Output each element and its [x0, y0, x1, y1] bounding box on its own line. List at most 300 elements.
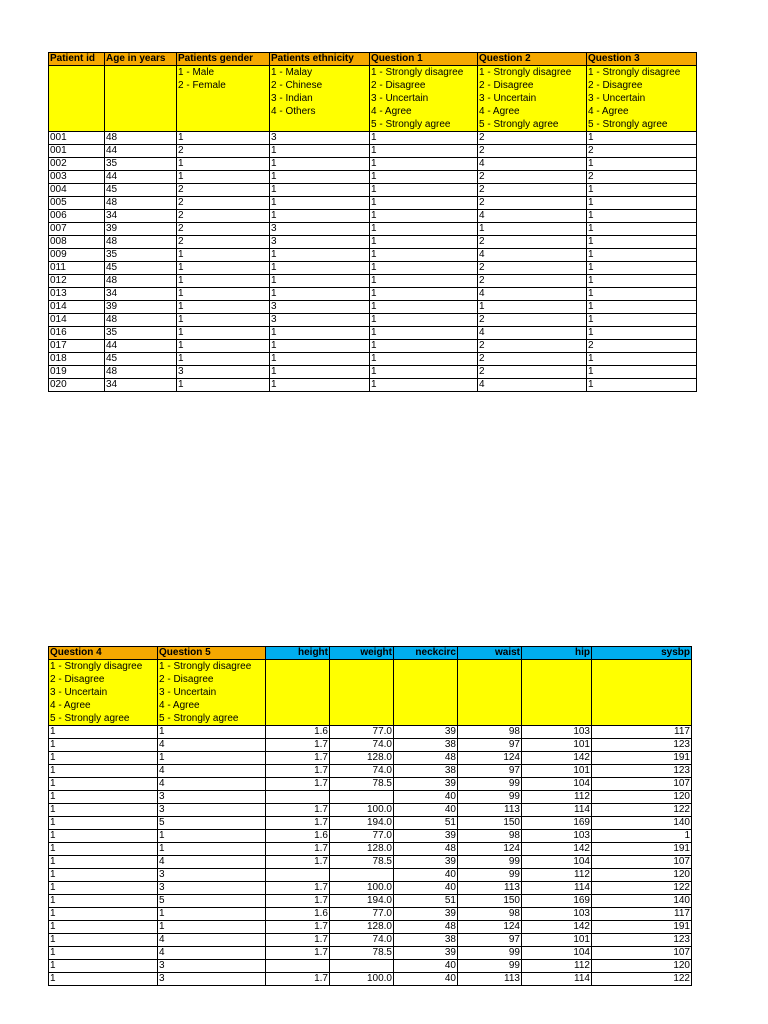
- table-cell: 99: [458, 778, 522, 791]
- legend-cell: [394, 660, 458, 726]
- table-cell: 1: [587, 184, 697, 197]
- legend-line: 1 - Strongly disagree: [588, 67, 681, 78]
- table-cell: 1: [177, 314, 270, 327]
- table-cell: 99: [458, 869, 522, 882]
- table-cell: 1: [587, 223, 697, 236]
- table-cell: 34: [105, 288, 177, 301]
- table-row: [49, 197, 697, 210]
- table-cell: 48: [105, 366, 177, 379]
- table-row: [49, 184, 697, 197]
- table-row: [49, 739, 692, 752]
- table-cell: 99: [458, 947, 522, 960]
- table-cell: 1: [270, 353, 370, 366]
- table-cell: 34: [105, 379, 177, 392]
- table-cell: 128.0: [330, 921, 394, 934]
- legend-cell: [49, 660, 158, 726]
- table-cell: 1.7: [266, 778, 330, 791]
- table-cell: 113: [458, 973, 522, 986]
- table-cell: 1.7: [266, 752, 330, 765]
- table-cell: 114: [522, 882, 592, 895]
- table-cell: 3: [270, 314, 370, 327]
- table-cell: 114: [522, 973, 592, 986]
- legend-cell: [49, 66, 105, 132]
- column-header: weight: [330, 647, 394, 660]
- table-cell: 1: [370, 158, 478, 171]
- table-cell: 1: [177, 327, 270, 340]
- table-cell: 101: [522, 739, 592, 752]
- column-header: Question 5: [158, 647, 266, 660]
- table-cell: 1.7: [266, 804, 330, 817]
- table-cell: 101: [522, 934, 592, 947]
- table-cell: 4: [158, 947, 266, 960]
- table-cell: 3: [270, 132, 370, 145]
- table-cell: 112: [522, 960, 592, 973]
- legend-line: 2 - Disagree: [50, 674, 105, 685]
- table-cell: 35: [105, 158, 177, 171]
- table-cell: 3: [158, 791, 266, 804]
- table-cell: 1.6: [266, 908, 330, 921]
- table-cell: [266, 791, 330, 804]
- table-cell: 1.7: [266, 765, 330, 778]
- table-cell: 1: [177, 171, 270, 184]
- table-cell: 1: [370, 184, 478, 197]
- table-row: [49, 908, 692, 921]
- table-cell: 3: [158, 869, 266, 882]
- table-cell: 1: [158, 843, 266, 856]
- table-cell: 2: [177, 197, 270, 210]
- table-cell: 48: [394, 752, 458, 765]
- table-cell: 1: [49, 843, 158, 856]
- table-cell: 40: [394, 973, 458, 986]
- table-cell: 011: [49, 262, 105, 275]
- table-cell: 44: [105, 145, 177, 158]
- table-cell: 2: [177, 223, 270, 236]
- table-cell: 40: [394, 791, 458, 804]
- table-cell: 4: [158, 765, 266, 778]
- table-cell: 4: [478, 249, 587, 262]
- legend-line: 2 - Disagree: [588, 80, 643, 91]
- table-cell: 74.0: [330, 765, 394, 778]
- table-cell: 1: [177, 379, 270, 392]
- table-cell: 1.7: [266, 739, 330, 752]
- legend-line: 1 - Strongly disagree: [50, 661, 143, 672]
- table-cell: 107: [592, 856, 692, 869]
- legend-cell: [458, 660, 522, 726]
- column-header: Patient id: [49, 53, 105, 66]
- legend-cell: [158, 660, 266, 726]
- column-header: Question 4: [49, 647, 158, 660]
- legend-row: [49, 66, 697, 132]
- table-cell: 39: [105, 223, 177, 236]
- table-row: [49, 882, 692, 895]
- table-row: [49, 804, 692, 817]
- table-cell: 2: [177, 210, 270, 223]
- table-cell: 123: [592, 934, 692, 947]
- table-cell: 1: [177, 340, 270, 353]
- table-cell: 1: [49, 856, 158, 869]
- table-cell: 142: [522, 752, 592, 765]
- legend-cell: [478, 66, 587, 132]
- table-cell: 113: [458, 804, 522, 817]
- table-cell: 1: [177, 132, 270, 145]
- table-cell: 1: [587, 288, 697, 301]
- table-cell: 1: [587, 249, 697, 262]
- table-cell: 1: [370, 301, 478, 314]
- table-cell: 4: [158, 739, 266, 752]
- table-cell: 124: [458, 843, 522, 856]
- table-cell: 1.7: [266, 895, 330, 908]
- legend-line: 1 - Strongly disagree: [159, 661, 252, 672]
- table-cell: 1: [270, 366, 370, 379]
- table-cell: 1: [270, 340, 370, 353]
- column-header: Patients gender: [177, 53, 270, 66]
- table-cell: 123: [592, 739, 692, 752]
- table-cell: 38: [394, 765, 458, 778]
- table-cell: 140: [592, 817, 692, 830]
- table-cell: 2: [478, 275, 587, 288]
- table-cell: 1: [49, 752, 158, 765]
- table-cell: 2: [177, 184, 270, 197]
- table-cell: 1: [587, 379, 697, 392]
- table-cell: 4: [478, 327, 587, 340]
- column-header: Question 3: [587, 53, 697, 66]
- legend-line: 5 - Strongly agree: [50, 713, 130, 724]
- table-cell: 194.0: [330, 817, 394, 830]
- table-cell: 191: [592, 752, 692, 765]
- table-cell: 48: [394, 843, 458, 856]
- table-cell: 34: [105, 210, 177, 223]
- table-cell: 97: [458, 765, 522, 778]
- table-row: [49, 856, 692, 869]
- legend-cell: [522, 660, 592, 726]
- table-cell: 2: [478, 145, 587, 158]
- table-cell: 120: [592, 869, 692, 882]
- column-header: Age in years: [105, 53, 177, 66]
- table-cell: 020: [49, 379, 105, 392]
- table-cell: 1: [270, 145, 370, 158]
- table-cell: 103: [522, 908, 592, 921]
- table-cell: 019: [49, 366, 105, 379]
- column-header: Question 1: [370, 53, 478, 66]
- table-row: [49, 960, 692, 973]
- table-cell: 1: [370, 353, 478, 366]
- legend-line: 1 - Malay: [271, 67, 313, 78]
- table-cell: 1: [49, 726, 158, 739]
- table-cell: 014: [49, 301, 105, 314]
- table-cell: 78.5: [330, 856, 394, 869]
- legend-line: 2 - Chinese: [271, 80, 323, 91]
- table-cell: 1: [370, 132, 478, 145]
- table-cell: 2: [478, 132, 587, 145]
- table-cell: 3: [270, 223, 370, 236]
- table-row: [49, 843, 692, 856]
- table-cell: 1: [49, 895, 158, 908]
- table-cell: 1: [177, 288, 270, 301]
- table-cell: 1: [370, 314, 478, 327]
- table-cell: 002: [49, 158, 105, 171]
- legend-cell: [105, 66, 177, 132]
- table-cell: 117: [592, 726, 692, 739]
- table-cell: 1: [592, 830, 692, 843]
- legend-line: 3 - Uncertain: [479, 93, 537, 104]
- table-cell: 1: [587, 314, 697, 327]
- table-cell: 1: [158, 726, 266, 739]
- table-cell: 44: [105, 171, 177, 184]
- table-cell: 2: [478, 340, 587, 353]
- table-cell: 1: [270, 171, 370, 184]
- table-cell: 124: [458, 752, 522, 765]
- table-cell: 1: [49, 830, 158, 843]
- measurement-table: [48, 646, 692, 986]
- table-cell: 51: [394, 895, 458, 908]
- column-header: sysbp: [592, 647, 692, 660]
- table-cell: 5: [158, 817, 266, 830]
- table-cell: 2: [478, 353, 587, 366]
- table-row: [49, 921, 692, 934]
- table-cell: [266, 960, 330, 973]
- legend-line: 1 - Strongly disagree: [371, 67, 464, 78]
- table-cell: 007: [49, 223, 105, 236]
- table-cell: 3: [158, 973, 266, 986]
- table-row: [49, 275, 697, 288]
- table-cell: 005: [49, 197, 105, 210]
- table-cell: 1: [49, 908, 158, 921]
- table-cell: 45: [105, 184, 177, 197]
- table-cell: 1: [587, 301, 697, 314]
- table-row: [49, 778, 692, 791]
- table-cell: 104: [522, 856, 592, 869]
- table-cell: 1: [587, 236, 697, 249]
- table-cell: 1: [177, 158, 270, 171]
- legend-cell: [370, 66, 478, 132]
- column-header: Patients ethnicity: [270, 53, 370, 66]
- table-row: [49, 236, 697, 249]
- legend-cell: [587, 66, 697, 132]
- table-cell: 74.0: [330, 934, 394, 947]
- table-cell: [330, 791, 394, 804]
- table-cell: 001: [49, 145, 105, 158]
- table-cell: 103: [522, 830, 592, 843]
- table-cell: 1: [49, 817, 158, 830]
- table-cell: 45: [105, 353, 177, 366]
- table-row: [49, 895, 692, 908]
- table-cell: [266, 869, 330, 882]
- table-row: [49, 817, 692, 830]
- table-cell: 1: [370, 340, 478, 353]
- legend-line: 3 - Uncertain: [50, 687, 108, 698]
- table-cell: 114: [522, 804, 592, 817]
- table-cell: 1: [49, 739, 158, 752]
- column-header: waist: [458, 647, 522, 660]
- table-cell: 2: [478, 262, 587, 275]
- legend-line: 4 - Agree: [588, 106, 629, 117]
- table-cell: 1: [370, 145, 478, 158]
- table-cell: 1: [49, 778, 158, 791]
- table-cell: 1.7: [266, 817, 330, 830]
- table-cell: 1: [158, 921, 266, 934]
- table-cell: 1: [370, 236, 478, 249]
- table-cell: 39: [394, 908, 458, 921]
- table-cell: 48: [105, 132, 177, 145]
- legend-line: 2 - Female: [178, 80, 226, 91]
- table-cell: 48: [105, 314, 177, 327]
- table-cell: 1: [478, 301, 587, 314]
- table-cell: 1: [370, 379, 478, 392]
- table-cell: 3: [158, 960, 266, 973]
- table-cell: 1: [587, 366, 697, 379]
- legend-line: 3 - Uncertain: [159, 687, 217, 698]
- table-cell: 1: [370, 327, 478, 340]
- table-cell: 1: [587, 197, 697, 210]
- legend-line: 4 - Agree: [479, 106, 520, 117]
- table-cell: 008: [49, 236, 105, 249]
- legend-line: 3 - Uncertain: [371, 93, 429, 104]
- table-row: [49, 947, 692, 960]
- table-cell: 009: [49, 249, 105, 262]
- table-cell: 1: [270, 379, 370, 392]
- table-cell: 2: [478, 314, 587, 327]
- table-row: [49, 327, 697, 340]
- table-cell: 1: [270, 184, 370, 197]
- table-cell: 44: [105, 340, 177, 353]
- table-cell: 74.0: [330, 739, 394, 752]
- legend-line: 5 - Strongly agree: [371, 119, 451, 130]
- table-row: [49, 145, 697, 158]
- table-cell: 191: [592, 921, 692, 934]
- table-cell: 98: [458, 726, 522, 739]
- table-cell: 39: [394, 947, 458, 960]
- table-cell: 2: [478, 184, 587, 197]
- table-cell: 2: [587, 171, 697, 184]
- table-cell: 112: [522, 791, 592, 804]
- table-cell: 1: [587, 210, 697, 223]
- table-row: [49, 791, 692, 804]
- table-cell: 120: [592, 791, 692, 804]
- table-cell: 128.0: [330, 752, 394, 765]
- table-cell: 35: [105, 249, 177, 262]
- table-row: [49, 379, 697, 392]
- table-cell: 1: [49, 882, 158, 895]
- table-cell: 1.7: [266, 882, 330, 895]
- table-cell: 4: [478, 288, 587, 301]
- table-cell: 140: [592, 895, 692, 908]
- legend-cell: [177, 66, 270, 132]
- table-cell: 104: [522, 778, 592, 791]
- table-cell: 98: [458, 908, 522, 921]
- table-cell: 006: [49, 210, 105, 223]
- table-cell: 1: [270, 158, 370, 171]
- table-cell: 2: [177, 145, 270, 158]
- table-row: [49, 171, 697, 184]
- table-cell: 150: [458, 817, 522, 830]
- legend-cell: [330, 660, 394, 726]
- table-cell: 2: [478, 197, 587, 210]
- table-cell: 2: [587, 145, 697, 158]
- table-cell: 1: [49, 804, 158, 817]
- table-cell: 101: [522, 765, 592, 778]
- table-cell: 1: [270, 288, 370, 301]
- table-cell: 1.6: [266, 726, 330, 739]
- table-cell: 1.6: [266, 830, 330, 843]
- table-row: [49, 353, 697, 366]
- table-cell: 128.0: [330, 843, 394, 856]
- table-row: [49, 132, 697, 145]
- table-cell: 1: [587, 353, 697, 366]
- table-cell: 3: [158, 882, 266, 895]
- table-cell: 100.0: [330, 973, 394, 986]
- table-cell: 1: [49, 960, 158, 973]
- table-cell: 38: [394, 934, 458, 947]
- table-cell: 4: [478, 210, 587, 223]
- table-cell: 1: [49, 947, 158, 960]
- table-body: [49, 726, 692, 986]
- table-cell: 39: [394, 726, 458, 739]
- table-row: [49, 340, 697, 353]
- table-cell: 103: [522, 726, 592, 739]
- legend-line: 1 - Male: [178, 67, 215, 78]
- table-cell: 77.0: [330, 726, 394, 739]
- table-cell: 2: [177, 236, 270, 249]
- table-cell: 1.7: [266, 856, 330, 869]
- table-cell: 1: [158, 830, 266, 843]
- table-cell: 1: [370, 210, 478, 223]
- table-cell: 120: [592, 960, 692, 973]
- column-header: neckcirc: [394, 647, 458, 660]
- table-cell: 001: [49, 132, 105, 145]
- table-cell: 99: [458, 856, 522, 869]
- legend-line: 5 - Strongly agree: [588, 119, 668, 130]
- table-cell: 3: [270, 301, 370, 314]
- table-row: [49, 262, 697, 275]
- legend-row: [49, 660, 692, 726]
- table-cell: 1: [370, 262, 478, 275]
- table-cell: 1: [587, 158, 697, 171]
- table-cell: 1: [587, 275, 697, 288]
- table-cell: 40: [394, 869, 458, 882]
- legend-line: 4 - Agree: [159, 700, 200, 711]
- table-cell: 99: [458, 791, 522, 804]
- legend-line: 3 - Indian: [271, 93, 313, 104]
- table-row: [49, 314, 697, 327]
- table-cell: 1.7: [266, 947, 330, 960]
- table-cell: 78.5: [330, 947, 394, 960]
- table-cell: [330, 869, 394, 882]
- table-cell: 191: [592, 843, 692, 856]
- table-cell: 48: [105, 236, 177, 249]
- table-cell: 99: [458, 960, 522, 973]
- table-cell: 1: [270, 262, 370, 275]
- table-cell: 3: [158, 804, 266, 817]
- table-row: [49, 830, 692, 843]
- patient-table: [48, 52, 697, 392]
- table-cell: 1: [370, 171, 478, 184]
- table-cell: 018: [49, 353, 105, 366]
- legend-line: 3 - Uncertain: [588, 93, 646, 104]
- table-cell: 1: [270, 327, 370, 340]
- legend-cell: [270, 66, 370, 132]
- table-cell: 39: [394, 830, 458, 843]
- table-cell: 39: [105, 301, 177, 314]
- table-cell: 017: [49, 340, 105, 353]
- table-cell: 1: [158, 752, 266, 765]
- table-body: [49, 132, 697, 392]
- table-cell: 78.5: [330, 778, 394, 791]
- table-cell: 016: [49, 327, 105, 340]
- table-cell: 1: [370, 223, 478, 236]
- legend-cell: [592, 660, 692, 726]
- table-cell: 169: [522, 895, 592, 908]
- table-row: [49, 158, 697, 171]
